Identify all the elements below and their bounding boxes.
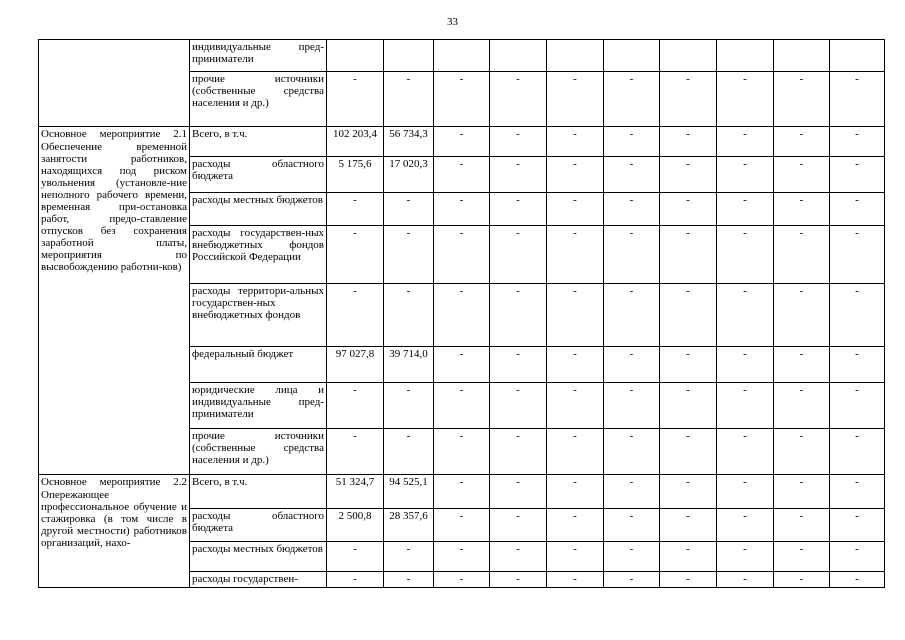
value-cell: - [604, 284, 660, 347]
value-cell: - [660, 127, 717, 157]
value-cell: - [547, 284, 604, 347]
value-cell: - [660, 509, 717, 542]
value-cell: - [384, 72, 434, 127]
funding-source-cell: федеральный бюджет [190, 347, 327, 383]
value-cell: - [717, 127, 774, 157]
value-cell: - [434, 72, 490, 127]
value-cell: - [660, 226, 717, 284]
value-cell: - [547, 157, 604, 193]
funding-source-cell: Всего, в т.ч. [190, 127, 327, 157]
value-cell: - [547, 429, 604, 475]
value-cell: - [830, 193, 885, 226]
value-cell: - [660, 383, 717, 429]
value-cell: 56 734,3 [384, 127, 434, 157]
value-cell: - [717, 193, 774, 226]
value-cell: - [717, 347, 774, 383]
value-cell: 28 357,6 [384, 509, 434, 542]
value-cell: - [434, 157, 490, 193]
value-cell: - [490, 542, 547, 572]
value-cell: - [490, 127, 547, 157]
value-cell: - [774, 284, 830, 347]
value-cell: - [717, 542, 774, 572]
value-cell [434, 40, 490, 72]
event-title: Основное мероприятие 2.1 [41, 128, 187, 140]
table-row [39, 40, 885, 72]
value-cell: - [327, 193, 384, 226]
event-cell [39, 127, 190, 475]
value-cell: - [547, 572, 604, 588]
value-cell: - [490, 429, 547, 475]
value-cell: - [604, 347, 660, 383]
value-cell: - [660, 157, 717, 193]
value-cell: 51 324,7 [327, 475, 384, 509]
event-description: Опережающее профессиональное обучение и стажировка (в том числе в другой местности) работников организаций, нахо- [41, 489, 187, 549]
value-cell: - [774, 509, 830, 542]
value-cell: - [327, 542, 384, 572]
event-cell [39, 40, 190, 127]
value-cell: - [604, 127, 660, 157]
value-cell: - [327, 284, 384, 347]
value-cell: - [434, 347, 490, 383]
value-cell [774, 40, 830, 72]
value-cell: - [830, 572, 885, 588]
value-cell: - [384, 429, 434, 475]
value-cell: - [490, 226, 547, 284]
value-cell: - [660, 193, 717, 226]
value-cell: 17 020,3 [384, 157, 434, 193]
funding-source-cell: расходы государствен- [190, 572, 327, 588]
value-cell: 5 175,6 [327, 157, 384, 193]
value-cell: - [490, 72, 547, 127]
funding-source-cell: прочие источники (собственные средства населения и др.) [190, 429, 327, 475]
value-cell: - [717, 572, 774, 588]
value-cell: - [830, 347, 885, 383]
value-cell: - [717, 475, 774, 509]
value-cell: - [774, 193, 830, 226]
value-cell: - [830, 127, 885, 157]
value-cell: - [384, 542, 434, 572]
value-cell: - [660, 284, 717, 347]
budget-table [38, 39, 885, 588]
table-row [39, 475, 885, 509]
value-cell: - [774, 542, 830, 572]
value-cell: - [547, 72, 604, 127]
value-cell: - [774, 429, 830, 475]
value-cell [384, 40, 434, 72]
value-cell: - [660, 429, 717, 475]
value-cell: - [774, 383, 830, 429]
value-cell: - [384, 383, 434, 429]
value-cell: - [717, 509, 774, 542]
value-cell: 2 500,8 [327, 509, 384, 542]
value-cell [660, 40, 717, 72]
value-cell: - [830, 542, 885, 572]
table-row [39, 127, 885, 157]
value-cell: - [327, 226, 384, 284]
funding-source-cell: индивидуальные пред- приниматели [190, 40, 327, 72]
value-cell: - [434, 475, 490, 509]
funding-source-cell: расходы местных бюджетов [190, 193, 327, 226]
value-cell: - [660, 72, 717, 127]
value-cell: - [327, 429, 384, 475]
value-cell: - [830, 284, 885, 347]
value-cell [327, 40, 384, 72]
value-cell: - [490, 572, 547, 588]
value-cell: - [604, 509, 660, 542]
table-body [39, 40, 885, 588]
value-cell: - [830, 509, 885, 542]
value-cell: - [434, 383, 490, 429]
value-cell: - [604, 72, 660, 127]
value-cell: - [384, 284, 434, 347]
value-cell: 97 027,8 [327, 347, 384, 383]
value-cell: - [717, 383, 774, 429]
value-cell [830, 40, 885, 72]
value-cell: - [830, 157, 885, 193]
value-cell [717, 40, 774, 72]
value-cell: - [434, 572, 490, 588]
funding-source-cell: юридические лица и индивидуальные пред-приниматели [190, 383, 327, 429]
value-cell: - [547, 383, 604, 429]
value-cell: - [717, 157, 774, 193]
value-cell: - [547, 509, 604, 542]
value-cell [604, 40, 660, 72]
value-cell: - [547, 347, 604, 383]
value-cell: - [490, 157, 547, 193]
value-cell: - [604, 572, 660, 588]
value-cell: - [604, 383, 660, 429]
value-cell: - [547, 542, 604, 572]
value-cell: - [434, 226, 490, 284]
value-cell: - [774, 226, 830, 284]
value-cell: - [717, 226, 774, 284]
value-cell: - [774, 157, 830, 193]
value-cell: - [830, 429, 885, 475]
value-cell: - [604, 429, 660, 475]
value-cell: - [830, 383, 885, 429]
value-cell: - [774, 127, 830, 157]
funding-source-cell: расходы территори-альных государствен-ных внебюджетных фондов [190, 284, 327, 347]
value-cell: - [547, 475, 604, 509]
value-cell: - [547, 127, 604, 157]
value-cell: - [434, 429, 490, 475]
value-cell: - [327, 72, 384, 127]
funding-source-cell: расходы местных бюджетов [190, 542, 327, 572]
value-cell: - [490, 284, 547, 347]
value-cell: - [660, 542, 717, 572]
value-cell: - [604, 226, 660, 284]
value-cell: - [434, 509, 490, 542]
value-cell: - [717, 429, 774, 475]
value-cell: - [660, 572, 717, 588]
value-cell: 39 714,0 [384, 347, 434, 383]
value-cell: - [547, 193, 604, 226]
value-cell: - [717, 284, 774, 347]
value-cell: - [830, 226, 885, 284]
event-cell [39, 475, 190, 588]
value-cell: - [490, 193, 547, 226]
value-cell: - [434, 284, 490, 347]
value-cell: 102 203,4 [327, 127, 384, 157]
value-cell: - [384, 193, 434, 226]
value-cell: - [717, 72, 774, 127]
page-number: 33 [447, 16, 458, 28]
value-cell: - [490, 383, 547, 429]
value-cell: - [830, 72, 885, 127]
funding-source-cell: расходы областного бюджета [190, 509, 327, 542]
value-cell: - [327, 572, 384, 588]
value-cell: - [327, 383, 384, 429]
value-cell [547, 40, 604, 72]
value-cell: - [490, 475, 547, 509]
value-cell: - [660, 475, 717, 509]
funding-source-cell: прочие источники (собственные средства населения и др.) [190, 72, 327, 127]
value-cell: - [774, 72, 830, 127]
value-cell: - [434, 127, 490, 157]
value-cell: - [490, 347, 547, 383]
value-cell: - [774, 475, 830, 509]
value-cell: - [490, 509, 547, 542]
event-description: Обеспечение временной занятости работников, находящихся под риском увольнения (установле-ние неполного рабочего времени, временная при-остановка работ, предо-ставление отпусков без сохранения заработной платы, мероприятия по высвобождению работни-ков) [41, 141, 187, 273]
funding-source-cell: расходы государствен-ных внебюджетных фондов Российской Федерации [190, 226, 327, 284]
value-cell: - [774, 347, 830, 383]
value-cell: - [604, 157, 660, 193]
value-cell: - [434, 193, 490, 226]
funding-source-cell: Всего, в т.ч. [190, 475, 327, 509]
value-cell: - [384, 572, 434, 588]
value-cell: - [604, 542, 660, 572]
event-title: Основное мероприятие 2.2 [41, 476, 187, 488]
value-cell: - [434, 542, 490, 572]
funding-source-cell: расходы областного бюджета [190, 157, 327, 193]
value-cell [490, 40, 547, 72]
value-cell: - [384, 226, 434, 284]
value-cell: - [774, 572, 830, 588]
value-cell: - [604, 475, 660, 509]
value-cell: 94 525,1 [384, 475, 434, 509]
value-cell: - [660, 347, 717, 383]
value-cell: - [547, 226, 604, 284]
value-cell: - [830, 475, 885, 509]
value-cell: - [604, 193, 660, 226]
